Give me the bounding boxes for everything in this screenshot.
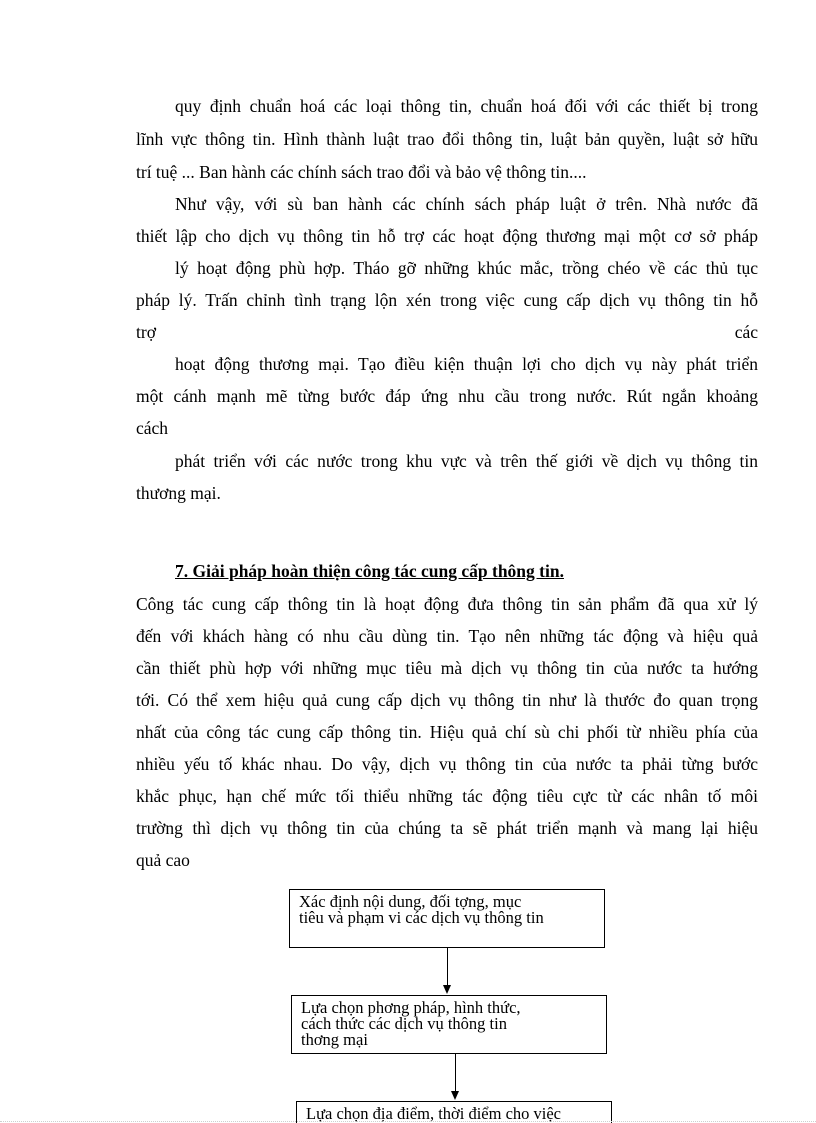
section7-line-6: nhiều yếu tố khác nhau. Do vậy, dịch vụ thông tin của nước ta phải từng bước [136,754,758,774]
paragraph2-line-1: Như vậy, với sù ban hành các chính sách pháp luật ở trên. Nhà nước đã [175,194,758,214]
flowchart-step-1 [289,889,605,948]
flowchart-arrow-2 [455,1054,456,1092]
paragraph1-line-3: trí tuệ ... Ban hành các chính sách trao đổi và bảo vệ thông tin.... [136,162,587,182]
paragraph3-line-3: cách [136,418,169,438]
section7-line-1: Công tác cung cấp thông tin là hoạt động đưa thông tin sản phẩm đã qua xử lý [136,594,758,614]
paragraph2-line-2: thiết lập cho dịch vụ thông tin hỗ trợ các hoạt động thương mại một cơ sở pháp [136,226,758,246]
paragraph2-split-left: trợ [136,322,156,342]
flowchart-step-2-line-2: cách thức các dịch vụ thông tin [301,1014,507,1033]
flowchart-step-3-line-1: Lựa chọn địa điểm, thời điểm cho việc [306,1104,562,1123]
flowchart-step-3 [296,1101,612,1123]
paragraph4-line-1: phát triển với các nước trong khu vực và trên thế giới về dịch vụ thông tin [175,451,758,471]
paragraph1-line-1: quy định chuẩn hoá các loại thông tin, chuẩn hoá đối với các thiết bị trong [175,96,758,116]
paragraph1-line-2: lĩnh vực thông tin. Hình thành luật trao đổi thông tin, luật bản quyền, luật sở hữu [136,129,758,149]
flowchart-arrow-1-head [443,985,451,994]
flowchart-step-2-line-1: Lựa chọn phơng pháp, hình thức, [301,998,521,1017]
section7-line-2: đến với khách hàng có nhu cầu dùng tin. Tạo nên những tác động và hiệu quả [136,626,758,646]
section7-heading: 7. Giải pháp hoàn thiện công tác cung cấp thông tin. [175,561,564,581]
flowchart-arrow-2-head [451,1091,459,1100]
paragraph2-line-3: lý hoạt động phù hợp. Tháo gỡ những khúc mắc, trồng chéo về các thủ tục [175,258,758,278]
flowchart-arrow-1 [447,948,448,986]
section7-line-4: tới. Có thể xem hiệu quả cung cấp dịch vụ thông tin như là thước đo quan trọng [136,690,758,710]
page-bottom-rule [0,1121,816,1122]
flowchart-step-2 [291,995,607,1054]
flowchart-step-1-line-1: Xác định nội dung, đối tợng, mục [299,892,522,911]
section7-line-8: trường thì dịch vụ thông tin của chúng ta sẽ phát triển mạnh và mang lại hiệu [136,818,758,838]
paragraph2-split-right: các [734,322,758,342]
paragraph3-line-1: hoạt động thương mại. Tạo điều kiện thuận lợi cho dịch vụ này phát triển [175,354,758,374]
section7-line-5: nhất của công tác cung cấp thông tin. Hiệu quả chí sù chi phối từ nhiều phía của [136,722,758,742]
flowchart-step-2-line-3: thơng mại [301,1030,368,1049]
flowchart-step-1-line-2: tiêu và phạm vi các dịch vụ thông tin [299,908,544,927]
section7-line-3: cần thiết phù hợp với những mục tiêu mà dịch vụ thông tin của nước ta hướng [136,658,758,678]
paragraph2-split-line [136,321,758,343]
section7-line-7: khắc phục, hạn chế mức tối thiểu những tác động tiêu cực từ các nhân tố môi [136,786,758,806]
paragraph4-line-2: thương mại. [136,483,221,503]
paragraph2-line-4: pháp lý. Trấn chỉnh tình trạng lộn xén trong việc cung cấp dịch vụ thông tin hỗ [136,290,758,310]
paragraph3-line-2: một cánh mạnh mẽ từng bước đáp ứng nhu cầu trong nước. Rút ngắn khoảng [136,386,758,406]
section7-line-9: quả cao [136,850,190,870]
